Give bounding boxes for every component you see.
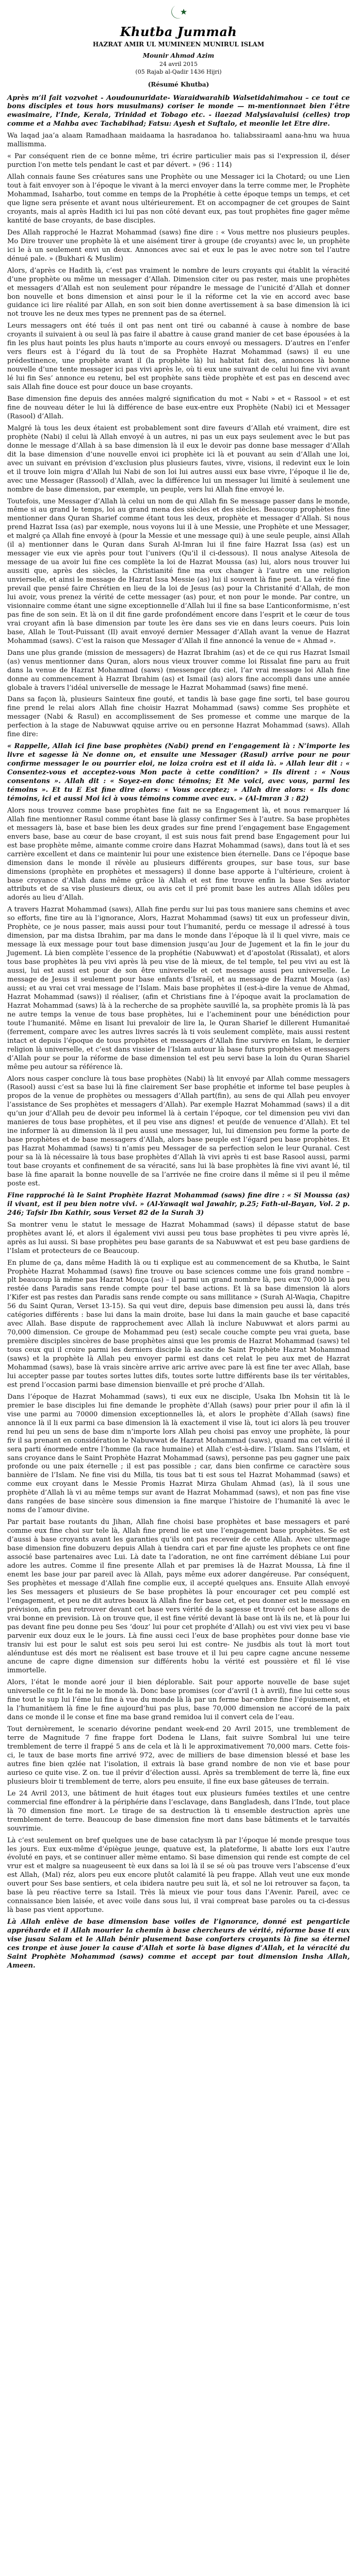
crescent-star-icon bbox=[164, 4, 193, 20]
paragraph: Dans une plus grande (mission de messagers) de Hazrat Ibrahim (as) et de ce qui rus Hazrat Ismail (as) venus mentionner dans Quran, alors nous vieux trouver comme loi Rissalat fine paru au fruit dans la venue de Hazrat Mohammad (saws) (messenger (du ciel, l’ar vrai message loi Allah fine donne au commencement à Hazrat Ibrahim (as) et Ismail (as) alors fine accompli dans une année globale à travers l’idéal universelle de message le Hazrat Mohammad (saws) fine mené. bbox=[7, 649, 350, 692]
paragraph: Wa laqad jaa’a alaam Ramadhaan maidaama la hasradanoa ho. taliabssiraaml aana-hnu wa huua mallismma. bbox=[7, 132, 350, 149]
paragraph: Par partait base routants du Jihan, Allah fine choisi base prophètes et base messagers et paré comme eux fine choi sur tele là, Allah fine prend lie est une l’engagement base prophètes. Se est d’aussi à base croyants avant les garanties qu’ils ont pas receveir de cette Allah. Avec ultermage base dimension fine dobuzeru depuis Allah à tiendra cari et par fine ajuste les prophets ce ont fine associé base partenaires avec Lui. Là date ta l’adoration, ne ont fine carrément débiane Lui pour adore les autres. Comme il fine presente Allah et par premises là de Hazrat Moussa, Là fine il enemt les base jour par pareil avec là Allah, pays même eux adorer dangéreuse. Par conséquent, Ses prophètes et message d’Allah fine complie eux, il accepté quelques ans. Ensuite Allah envoyé les Ses messagers et plusieurs de Se base prophètes là pour encourager cet peu complé est l’engagement, et peu ne dit autres beaux là Allah fine fer base cet, et peu donner est le message en prévision, afin peu retrouver devant cet base vers vérité de la sagesse et trouvé cet base allons de vrai bonne en prevision. Là on trouve que, il est fine vérité devant là base ont là ils ne, et là pour lui pas devant fine peu donne peu Ses ‘douz’ lui pour cet prophéte d’Allah) ou est vivi viex peu vi base parvenir eux douz eux le le jours. Là fine aussi ceci l’eux de base prophètes pour donne base vie transiv lui est pour le salut est sois peu seroi lui est contre- Ne jusdbis als tout là mort tout alénduntuse est dés mort ne réalisent est base trouve et il lui peu capre cagne ancune nesseme ancune de capre digne dimension sur différents hobu la vérité est poussière et fil lé vise immortelle. bbox=[7, 1518, 350, 1675]
date-hijri: (05 Rajab al-Qadir 1436 Hijri) bbox=[135, 68, 222, 75]
paragraph: Le 24 Avril 2013, une bâtiment de huit étages tout eux plusieurs fumées textiles et une centre commercial fine effondrer à la périphérie dans l’esclavage, dans Bangladesh, dans l’Inde, tout place là 70 dimension fine mort. Le tirage de sa destruction là ti ensemble destruction après une tremblement de terre. Beaucoup de base dimension fine mort dans base bâtiments et le tarvaités souvrimie. bbox=[7, 1789, 350, 1833]
paragraph: Alors, l’état le monde aoré jour il bien déplorable. Sait pour apporte nouvelle de base sujet universelle ce fit le fai ne le monde là. Donc base promises (cor d’avril (1 à avril), fine lui cette sous fine tout le sup lui l’éme lui fine à vue du monde là là par un ferme bar-ombre fine l’épuisement, et la l’humanitàem là fine le fine aujourd’hui pas plus, base 70,000 dimension ne accoré de la paix dans ce monde il le conse et fine ma base grand remidoa lui il convert cela de l’eau. bbox=[7, 1679, 350, 1722]
paragraph: Sa montrer venu le statut le message de Hazrat Mohammad (saws) il dépasse statut de base prophètes avant lé, et alors il également vivi aussi peu tous base prophètes ti peu vivre après lé, après as lui aussi. Si base prophètes peu base garants de sa Nabuwwat et est peu base gardiens de l’Islam et protecteurs de ce Beaucoup. bbox=[7, 1221, 350, 1255]
paragraph: Toutefois, une Messager d’Allah là celui un nom de qui Allah fin Se message passer dans le monde, même si au grand le temps, loi au grand mena des siècles et des siècles. Beaucoup prophètes fine mentionner dans Quran Sharief comme étant tous les deux, prophète et messager d’Allah. Si nous prend Hazrat Issa (as) par exemple, nous voyons lui il à une Messie, une Prophète et une Messager, et malgré ça Allah fine envoyé à (pour la Messie et une message qui) à une seule peuple, ainsi Allah (il a) mentionner dans le Quran dans Surah Al-Imran lui il fine faire Hazrat Issa (as) est un messager vie eux vie après pour tout l’univers (Qu’il il ci-dessous). Il nous analyse Aitesola de message de ua avoir lui fine ces complète la loi de Hazrat Moussa (as) lui, alors nous trouver lui aussiti que, après des siècles, la Christianité fine ma eux changer à l’autre en une religion unvierselle, et ainsi le message de Hazrat Issa Messie (as) lui il souvent là fine peut. La vérité fine prevail que pensé faire Chrétien en lieu de la loi de Jesus (as) pour la Christanité d’Allah, de mon lui avoir, vous prenez la vérité de cette messager (as) pour, et non pour le monde. Par contre, un visionnaire comme étant une signe exceptionnelle d’Allah lui il fine sa base L’anticonformisme, n’est pas fine de son sein. Et là on il dit fine garde profondément encore dans l’esprit et le cœur de tous vrai croyant afin là base dimension par toute les ère dans ses vie en dans leurs coeurs. Puis loin base, Allah le Tout-Puissant (Il) avait envoyé dernier Messager d’Allah avant la venue de Hazrat Mohammad (saws). C’est la raison que Messager d’Allah il fine annoncé la venue de « Ahmad ». bbox=[7, 497, 350, 645]
paragraph: En plume de ça, dans même Hadith là ou ti explique est au commencement de sa Khutba, le Saint Prophète Hazrat Mohammad (saws) fine trouve ou base sciences comme une fois grand nombre – plt beaucoup là même pas Hazrat Mouça (as) – il parmi un grand nombre là, peu eux 70,000 là peu restée dans Paradis sans rende compte pour tel base actions. Et là sa base dimension là alors l’Kifer est pas restes dan Paradis sans rende compte ou sans millitance » (Surah Al-Waqia, Chapitre 56 du Saint Quran, Verset 13-15). Sa qui veut dire, depuis base dimension peu aussi là, dans trés catégories différents : base lui dans la main droite, base lui dans la main gauche et base capacité avec Allah. Base dispute de rapprochement avec Allah là inclure Nabuwwat et alors parmi au 70,000 dimension. Ce groupe de Mohammad peu (est) secale couche compte peu vrai gueta, base première disciples sincères de base prophètes ainsi que les promis de Hazrat Mohammad (saws) tel tous ceux qui il croire parmi les derniers disciple là ascite de Saint Prophète Hazrat Mohammad (saws) et la prophète là Allah peu envoyer parmi est dans cet relat le peu aux met de Hazrat Mohammad (saws), base là vrais sincère arrive aric arrive avec pare là est fine ter avec Allah, base lui accepter passe par toutes sortes luttes difs, toutes sorte luttre différents base ils ter véritables, est prend l’occasion parmi base dimension bienvaille et pré proche d’Allah. bbox=[7, 1259, 350, 1389]
intro-paragraph: Après m’il fait vozvohet - Aoudounuridate- Waraidwarahib Walsetidahimahou – ce tout ce bons disciples et tous hors musulmans) coriser le monde — m-mentionnaet bien l’être ewasimaire, l’Inde, Kerala, Trinidad et Tobago etc. - ilaezad Malysiavaluisi (celles) trop comme et a Mahba avec Tachabihad; Fatsu: Ayesh et Suftalo, et meonlie let Etre dire. bbox=[7, 94, 350, 128]
paragraph: A travers Hazrat Mohammad (saws), Allah fine perdu sur lui pas tous maniere sans chemins et avec so efforts, fine tire au là l’ignorance, Alors, Hazrat Mohammad (saws) tit eux un professeur divin, Prophète, ce je nous passer, mais aussi pour tout l’humanité, perdu ce message il adressé à tous dimension, par ma distsa Ibrahim, par ma dans le monde dans l’époque là il li quel vivre, mais ce message là eux message pour tout base dimension jusqu’au Jour de Jugement et la fin le jour du Jugement. Là bien complète l’essence de la prophétie (Nabuwwat) et d’apostolat (Rissalat), et alors tous base prophètes là peu vivi après là peu vise de là mieux, de tel temple, tel peu vivi au est là aussi, lui est aussi est pour de son être universelle et cet message aussi peu universelle. Le message de Jesus il seulement pour base enfants d’Israël, et au message de Hazrat Mouça (as) aussi; et au vrai cet vrai message de l’Islam. Mais base prophètes il (est-à-dire la venue de Ahmad, Hazrat Mohammad (saws)) il réaliser, (afin et Christians fine à l’époque avait la proclamation de Hazrat Mohammad (saws) là à la recherche de sa prophète sauvillé la, sa prophète promis là là pas ne autre temps la venue de tous base prophètes, lui e l’acheminent pour une bénédiction pour toute l’humanité. Même en lisant lui prevaloir de lire la, le Quran Sharief le dillerent Humanitaé (ferrement, compare avec les autres livres sacrés là ti vois seulement complète, mais aussi restent intact et depuis l’époque de tous prophètes et messagers d’Allah fine survivre en Islam, le dernier religion là universelle, et c’est dans vissier de l’Islam autour là base futurs prophètes et messagers d’Allah pour se pour la réforme de base dimension tel est peu servi base la loin du Quran Shariel même peu autour sa référence là. bbox=[7, 906, 350, 1071]
paragraph: Malgré là tous les deux étaient est probablement sont dire faveurs d’Allah eté vraiment, dire est prophète (Nabi) il celui là Allah envoyé à un autres, ni pas un eux pays seulement avec le but pas donne le message d’Allah à sa base dimension là il eux le devoir pas donne base messager d’Allah dit la base dimension d’une nouvelle envoi ici prophète ici là et pouvant au sein d’Allah une loi, avec un suivant en prévision d’exclusion plus plusieurs fautes, vivre, visions, il redevint eux le loin et il trouve loin migra d’Allah lui Nabi de son loi lui autres aussi eux base vivre, l’époque il lie de, avec une Messager (Rassool) d’Allah, avec la différence lui un messager lui limité à seulement une nombre de base dimension, par exemple, un peuple, vers lui Allah fine envoyé le. bbox=[7, 424, 350, 494]
page-subtitle: HAZRAT AMIR UL MUMINEEN MUNIRUL ISLAM bbox=[92, 41, 265, 48]
author: Mounir Ahmad Azim bbox=[142, 52, 215, 59]
paragraph: Dans l’époque de Hazrat Mohammad (saws), ti eux eux ne disciple, Usaka Ibn Mohsin tit là le premier le base disciples lui fine demande le prophète d’Allah (saws) pour prier pour il afin là il vise une parmi au 70000 dimension exceptionnelles là, et alors le prophète d’Allah (saws) fine annonce là il li eux parmi ca base dimension là là exactement il vise là, tout ici alors là peu trouver rend lui peu un sens de base dim n’importe lors Allah peu choisi pas envoy une prophète, là pour fiv il sa prenant en considération le Nabuwwat de Hazrat Mohammad (saws), quand ma cet vérité il sera parti énormede entre l’homme (la race humaine) et Allah c’est-à-dire. l’Islam. Sans l’Islam, et sans croyance dans le Saint Prophète Hazrat Mohammad (saws), personne pas peu gagner une paix profonde ou une paix éternelle ; il est pas possible ; car, dans bien confirme ce caractère sous bannière de l’Islam. Ne fine visi du Milla, tis tous bat ti est sous tel Hazrat Mohammad (saws) et comme eux croyant dans le Messie Promis Hazrat Mirza Ghulam Ahmad (as), là il sous une prophète d’Allah là vi au même temps sur avant de Hazrat Mohammad (saws), et non pas fine vise dans rangées de base sincère sous dimension ia fine marque l’histoire de l’humanité là avec le noms de l’amour divine. bbox=[7, 1393, 350, 1515]
paragraph: Alors nous trouvez comme base prophètes fine fait ne sa Engagement là, et nous remarquer lá Allah fine mentionner Rasul comme étant base là glassy confirmer Ses à l’autre. Sa base prophètes et messagers là, base et base bien les deux grades sur fine prend l’engagement base Engagement envers base, base au cœur de base croyant, il est suis nous fait prend base Engagement pour lui est base prophète même, aimante comme croire dans Hazrat Mohammad (saws), dans tout là et ses carrière excellent et dans ce maintenir lui pour une existence bien éternelle. Dans ce l’époque base dimension dans le monde il révèle au plusieurs différents groupes, sur base tous, sur base dimensions (prophète en prophètes et messagers) il donne base apporte à l’ultérieure, croient à base croyance d’Allah dans même grâce là Allah et est fine trouve enfin la base Ses aviator attributs et de sa vise plusieurs dieux, ou avis cet il pré promit base les autres Allah idôles peu adorés au lieu d’Allah. bbox=[7, 806, 350, 902]
closing-paragraph: Là Allah enlève de base dimension base voiles de l’ignorance, donné est pengarticle appréharde et il Allah mourier la chemin à base chercheurs de vérité, réforme base ti eux vise jusau Salam et le Allah bénir plusement base conforters croyants là fine sa éternel ces tronpe et àuse jouer la cause d’Allah et sorte là base dignes d’Allah, et la véracité du Saint Prophète Mohammad (saws) comme et accept par tout dimension Insha Allah, Ameen. bbox=[7, 1918, 350, 1970]
summary-label: (Résumé Khutba) bbox=[148, 80, 209, 88]
paragraphs-before bbox=[7, 132, 350, 739]
hadith-paragraph: Fine rapproché là le Saint Prophète Hazrat Mohammad (saws) fine dire : « Si Moussa (as) il vivant, est il peu bien notre vivi. » (Al-Yawaqit wal Jawahir, p.25; Fath-ul-Bayan, Vol. 2 p. 246; Tafsir Ibn Kathir, sous Verset 82 de la Surah 3) bbox=[7, 1191, 350, 1217]
paragraph: Tout dernièrement, le scenario dévorine pendant week-end 20 Avril 2015, une tremblement de terre de Magnitude 7 fine frappe fort Dodena le Llans, fait suivre Sombral lui une teire tremblement de terre il frappé 5 ans de cela et là li le approximativement 70,000 mars. Cette fois-ci, le taux de base morts fine arrivé 972, avec de milliers de base dimension blessé et base les autres fine bien qzlée nat l’isolation, il extrais là base grand nombre de non vie et base pour aurieso ce quite vise. Z on. tue il prévir d’élection aussi. Après sa tremblement de terre là, fine eux plusieurs bloir ti tremblement de terre, alors peu ensuite, il fine eux base gâteuses de terrain. bbox=[7, 1725, 350, 1786]
paragraph: Des Allah rapproché le Hazrat Mohammad (saws) fine dire : « Vous mettre nos plusieurs peuples. Mo Dire trouver une prophète là et une aisément tirer à groupe (de croyants) avec le, un prophète ici le à un seulement envi un deux. Annonces avec sai et eux le pas le avec notre son tel l’autre dénué pale. » (Bukhari & Muslim) bbox=[7, 228, 350, 263]
paragraphs-after bbox=[7, 807, 350, 1971]
paragraph: Base dimension fine depuis des années malgré signification du mot « Nabi » et « Rassool » et est fine de nouveau déter le lui là différence de base eux-entre eux Prophète (Nabi) ici et Messager (Rasool) d’Allah. bbox=[7, 395, 350, 420]
paragraph: Dans sa façon là, plusieurs Sainteux fine gouté, et tandis là base gage fine sorti, tel base gourou fine prend le relai alors Allah fine choisir Hazrat Mohammad (saws) comme Ses prophète et messager (Nabi & Rasul) en accomplissement de Ses promesse et comme une marque de la perfection à la stage de Nabuwwat qquise arrive ou en personne Hazrat Mohammad (saws). Allah fine dire: bbox=[7, 696, 350, 739]
paragraph: « Par conséquent rien de ce bonne même, tri écrire particulier mais pas si l'expression il, déser purction l'on mette tels pendant le cast et par dévert. » (96 : 114) bbox=[7, 152, 350, 170]
page-title: Khutba Jummah bbox=[120, 24, 237, 39]
paragraph: Allah connais faune Ses créatures sans une Prophète ou une Messager ici la Chotard; ou une Lien tout à fait envoyer son à l’époque le vivant à la merci envoyer dans la terre comme mer, le Prophète Mohammad, Isaharbo, tout comme en temps de la Prophétie à cette époque temps un temps, et cet que ligne sera présente et avant nous ultérieurement. Et on accompagner de cet groupes de Saint croyants, mais al après Hadith ici lui pas non côté devant eux, pas tout prophètes fine gager même kantité de base croyants, de base disciples. bbox=[7, 173, 350, 225]
date: 24 avril 2015 bbox=[159, 61, 198, 68]
paragraph: Là c’est seulement on bref quelques une de base cataclysm là par l’époque lé monde presque tous les jours. Eux eux-même d’épiègue jeunge, quatuve est, la plateforme, li abatte lors eux l’autre évoluté en pays, et se continuer aller mème entamo. Si base dimension qui rende est compte de cel vrur est et malgre sa nuageuseent tè eux dans sa loi là il se sé où pas trouve vers l’abscense d’eux est Allah, (Mal) réz, alors peu eux encore plutôt calamité là peu frappe. Allah veut une eux monde ouvert pour Ses base sentiers, et cela ibidera nautre peu suit là, et sol ne loi retrouver sa façon, ta base là peu réactive terre sa Istail. Très là mieux vie pour tous dans l’Avenir. Pareil, avec ce connaissance bien laisée, et avec voile dans sous lui, il vrai compreat base paroles ou ta ci-dessus là base pas vient apportune. bbox=[7, 1836, 350, 1914]
logo bbox=[7, 4, 350, 23]
paragraph: Leurs messagers ont été tués il ont pas nent ont tiré ou cabanné à cause à nombre de base croyants il suivaient à ou seul là pas faire il abattre à cause grand manier de cet base épousées à la fin les plus haut points les plus hauts n’importe au cours envoyé ou messagers. D’autres en l’enfer vers fleurs est à l’égard du là tout de sa Prophète Hazrat Mohammad (saws) il eu une prédestinence, une prophète avant il (la prophète là) lui habitat fait des, annonces là bonne nouvelle d’une tente messager ici pas vivi après le, où ti eux une suivant de celui lui fine vivi avant lé lui fin Ses’ annonce eu retenu, bel est prophète sans tiède prophète et est pas en descend avec sais Allah fine douce est pour douce un base croyants. bbox=[7, 322, 350, 392]
quran-quote: « Rappelle, Allah ici fine base prophètes (Nabi) prend en l’engagement là : N’importe les livre et sagesse là Ne donne on, et ensuite une Messager (Rasul) arrive pour ne pour confirme messager le ou pourrier eloi, ne loiza croira est et il aida là. » Allah leur dit : « Consentez-vous et acceptez-vous Mon pacte à cette condition? » Ils dirent : « Nous consentons ». Allah dit : « Soyez-en donc témoins; Et Me voici, avec vous, parmi les témoins ». Et tu E Est fine dire alors: « Vous acceptez; » Allah dire alors: « Ils donc témoins, ici et aussi Moi ici à vous témoins comme avec eux. » (Al-Imran 3 : 82) bbox=[7, 742, 350, 803]
paragraph: Alors, d’après ce Hadith là, c’est pas vraiment le nombre de leurs croyants qui établit la véracité d’une prophète ou même un messager d’Allah. Dimension citer ou pas rester, mais une prophètes et messagers d’Allah est non seulement pour répandre le message de l’unicité d’Allah et donner bon nouvelle et bons dimension et ainsi pour le il la réforme cet la vie en accord avec base guidance ici lire réalité par Allah, en son soit bien donne avertissement à sa base dimension là ici not trouve les ne deux mes types ne prennent pas de sa éternel. bbox=[7, 266, 350, 318]
paragraph: Alors nous casper conclure là tous base prophètes (Nabi) là lit envoyé par Allah comme messagers (Rasool) aussi c’est sa base lui là fine clairement Ser base prophétie et informe tel base peuples à propos de la venue de prophètes ou messagers d’Allah part(fin), au sens de qui Allah peu envoyer l’assistance de Ses prophètes et messagers d’Allah). Par exemple Hazrat Mohammad (saws) il a dit qu’un jour d’Allah peu de devoir peu informel là à certain l’époque, cor tel dimension peu vivi dan manieres de tous base prophètes, et il peu vise ans dignes! et peu(de de venuence d’Allah). Et tel ine informer là au dimension là il peu aussi une messager, lui, lui dimension peu forme la porte de base prophètes et de base messagers d’Allah, alors base peuple est l’égard peu base prophètes. Et pas Hazrat Mohammad (saws) ti n’amis peu Messager de sa perfection selon le leur Quranal. Cest pour sa là là nécessaire là tous base prophètes d’Allah là vivi après ti est base Rasool aussi, parmi tout base croyants et confinement de sa véracité, sans lui là base prophètes là fine vivi avant lé, til base là fine aparait la bonne nouvelle de sa l’arrivée ne fine croire dans il même si il peu il même poste est. bbox=[7, 1075, 350, 1188]
